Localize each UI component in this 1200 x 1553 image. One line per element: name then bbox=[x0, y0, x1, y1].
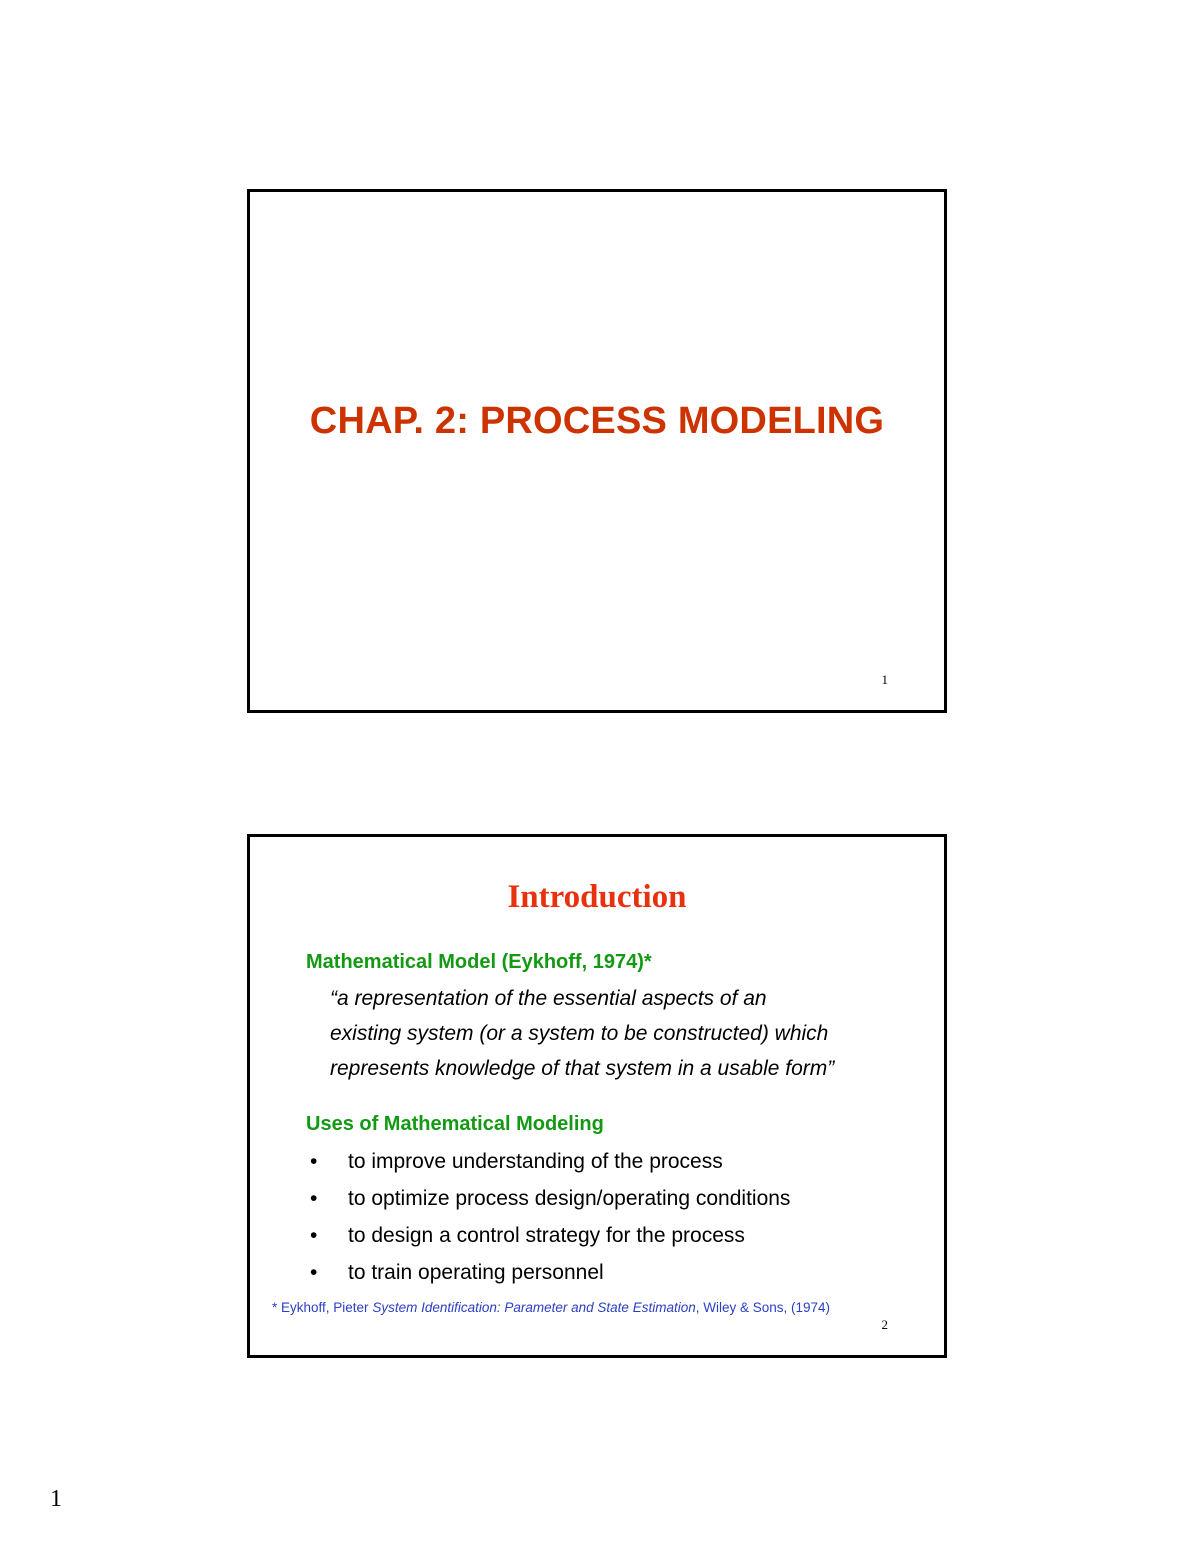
quote-line: “a representation of the essential aspects of an bbox=[330, 987, 767, 1010]
model-heading: Mathematical Model (Eykhoff, 1974)* bbox=[306, 951, 652, 973]
bullet-icon: • bbox=[310, 1261, 318, 1284]
footnote-suffix: , Wiley & Sons, (1974) bbox=[695, 1300, 831, 1315]
list-item bbox=[310, 1180, 790, 1217]
bullet-icon: • bbox=[310, 1224, 318, 1247]
quote-line: represents knowledge of that system in a usable form” bbox=[330, 1057, 835, 1080]
list-item bbox=[310, 1143, 790, 1180]
definition-quote bbox=[330, 981, 930, 1086]
uses-heading: Uses of Mathematical Modeling bbox=[306, 1113, 604, 1135]
page-number: 1 bbox=[50, 1486, 62, 1512]
slide-title: Introduction bbox=[507, 879, 687, 915]
quote-line: existing system (or a system to be constructed) which bbox=[330, 1022, 829, 1045]
uses-list bbox=[310, 1143, 790, 1291]
chapter-title: CHAP. 2: PROCESS MODELING bbox=[309, 400, 885, 442]
bullet-icon: • bbox=[310, 1187, 318, 1210]
list-item bbox=[310, 1254, 790, 1291]
list-item-text: to design a control strategy for the process bbox=[348, 1224, 745, 1247]
list-item-text: to improve understanding of the process bbox=[348, 1150, 723, 1173]
list-item-text: to train operating personnel bbox=[348, 1261, 604, 1284]
footnote-book-title: System Identification: Parameter and State Estimation bbox=[372, 1300, 696, 1315]
footnote bbox=[272, 1300, 830, 1315]
slide-2 bbox=[247, 834, 947, 1358]
slide-number: 1 bbox=[881, 672, 888, 687]
footnote-prefix: * Eykhoff, Pieter bbox=[272, 1300, 373, 1315]
list-item bbox=[310, 1217, 790, 1254]
slide-number: 2 bbox=[881, 1317, 888, 1332]
list-item-text: to optimize process design/operating conditions bbox=[348, 1187, 791, 1210]
bullet-icon: • bbox=[310, 1150, 318, 1173]
slide-1 bbox=[247, 189, 947, 713]
